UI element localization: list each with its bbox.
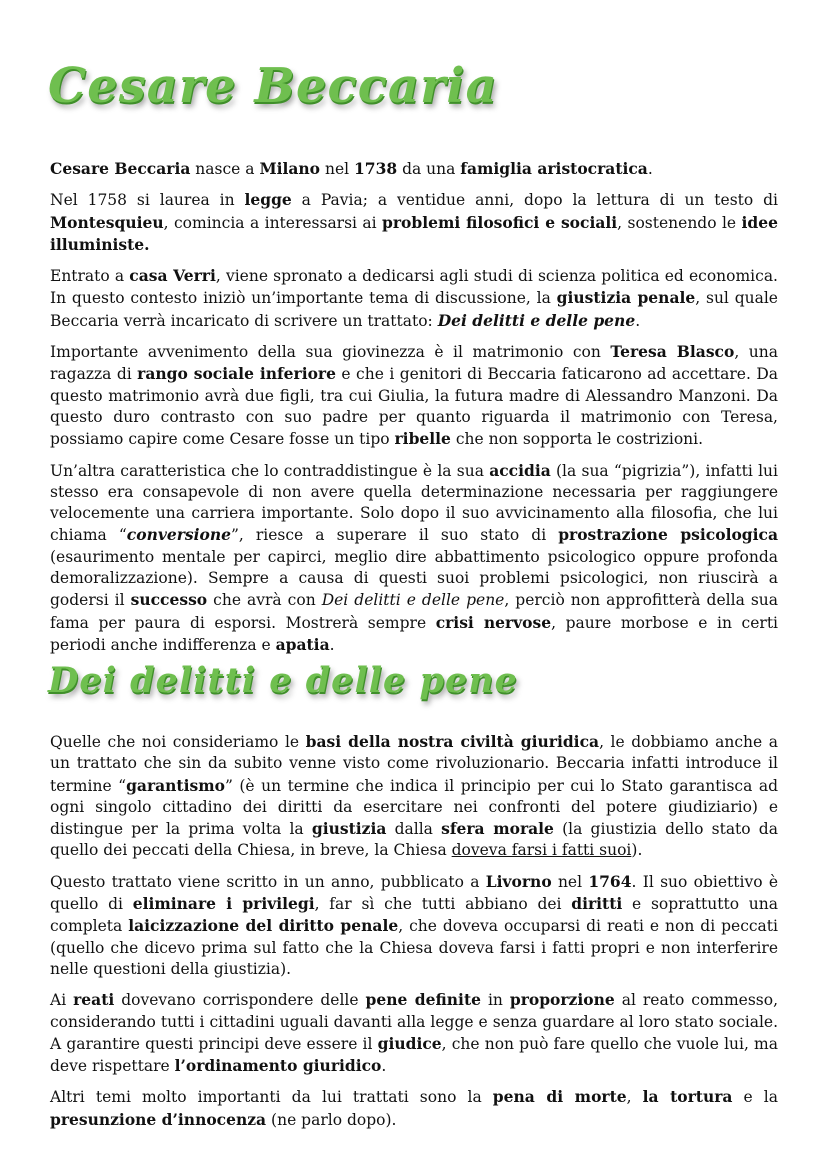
bold-text: giudice xyxy=(377,1033,442,1053)
text-run: a Pavia; a ventidue anni, dopo la lettura di un testo di xyxy=(291,191,778,210)
text-run: che avrà con xyxy=(207,591,322,610)
bold-text: idee illuministe. xyxy=(50,212,778,254)
text-run: Nel 1758 si laurea in xyxy=(50,191,245,210)
bold-text: l’ordinamento giuridico xyxy=(174,1056,382,1076)
bold-text: diritti xyxy=(571,894,623,914)
text-run: Importante avvenimento della sua giovinezza è il matrimonio con xyxy=(50,343,611,362)
text-run: (ne parlo dopo). xyxy=(266,1110,397,1129)
text-run: in xyxy=(480,991,510,1010)
bold-text: giustizia xyxy=(311,819,387,839)
text-run: che non sopporta le costrizioni. xyxy=(450,430,704,449)
text-run: Quelle che noi consideriamo le xyxy=(50,733,306,751)
bold-text: famiglia aristocratica xyxy=(460,159,648,178)
text-run: Entrato a xyxy=(50,267,130,286)
paragraph xyxy=(50,460,778,657)
text-run: (la sua “pigrizia”), infatti lui stesso era consapevole di non avere quella determinazione necessaria per raggiungere velocemente una carriera importante. Solo dopo il suo avvicinamento alla filosofia, che lui chiama “ xyxy=(50,461,778,545)
text-run: ”, riesce a superare il suo stato di xyxy=(230,526,559,545)
bold-text: crisi nervose xyxy=(435,612,552,632)
bold-text: 1738 xyxy=(354,159,398,178)
paragraph xyxy=(50,341,778,450)
bold-text: casa Verri xyxy=(129,266,216,286)
bold-text: Cesare Beccaria xyxy=(50,159,191,178)
text-run: , perciò non approfitterà della sua fama per paura di esporsi. Mostrerà sempre xyxy=(50,591,778,632)
text-run: e la xyxy=(732,1088,778,1107)
bold-text: laicizzazione del diritto penale xyxy=(128,916,399,936)
underlined-text: doveva farsi i fatti suoi xyxy=(451,841,632,860)
text-run: , che non può fare quello che vuole lui, ma deve rispettare xyxy=(50,1034,778,1076)
text-run: . xyxy=(329,635,335,654)
text-run: ” (è un termine che indica il principio per cui lo Stato garantisca ad ogni singolo cittadino dei diritti da esercitare nei confronti del potere giudiziario) e distingue per la prima volta la xyxy=(50,776,778,839)
bold-text: rango sociale inferiore xyxy=(137,364,336,384)
text-run: (esaurimento mentale per capirci, meglio dire abbattimento psicologico oppure profonda demoralizzazione). Sempre a causa di questi suoi problemi psicologici, non riuscirà a godersi il xyxy=(50,547,778,610)
paragraph xyxy=(50,1086,778,1131)
text-run: . xyxy=(381,1057,387,1076)
bold-text: Milano xyxy=(259,159,321,178)
text-run: Questo trattato viene scritto in un anno, pubblicato a xyxy=(50,872,486,891)
text-run: dovevano corrispondere delle xyxy=(114,991,366,1010)
bold-text: apatia xyxy=(275,634,330,654)
bold-italic-text: conversione xyxy=(126,525,231,545)
bold-text: legge xyxy=(244,190,292,210)
bold-text: proporzione xyxy=(509,990,615,1010)
text-run: ). xyxy=(631,841,643,860)
bold-text: sfera morale xyxy=(441,819,554,839)
bold-text: accidia xyxy=(489,460,551,480)
bold-text: basi della nostra civiltà giuridica xyxy=(305,732,600,751)
section-biography xyxy=(50,158,778,656)
section-treatise xyxy=(50,731,778,1131)
text-run: e soprattutto una completa xyxy=(50,895,779,936)
bold-text: eliminare i privilegi xyxy=(132,894,315,914)
paragraph xyxy=(50,265,778,332)
bold-text: prostrazione psicologica xyxy=(558,525,779,545)
paragraph xyxy=(50,158,778,180)
bold-text: pena di morte xyxy=(492,1087,627,1107)
bold-text: Teresa Blasco xyxy=(610,342,735,362)
text-run: e che i genitori di Beccaria faticarono ad accettare. Da questo matrimonio avrà due figli, tra cui Giulia, la futura madre di Alessandro Manzoni. Da questo duro contrasto con suo padre per quanto riguarda il matrimonio con Teresa, possiamo capire come Cesare fosse un tipo xyxy=(50,365,778,449)
bold-text: ribelle xyxy=(394,429,451,449)
text-run: . xyxy=(635,311,641,330)
text-run: Un’altra caratteristica che lo contraddistingue è la sua xyxy=(50,461,490,480)
bold-text: la tortura xyxy=(642,1087,733,1107)
bold-text: Livorno xyxy=(485,871,552,891)
bold-text: pene definite xyxy=(365,990,481,1010)
text-run: Altri temi molto importanti da lui trattati sono la xyxy=(50,1088,493,1107)
paragraph xyxy=(50,731,778,862)
text-run: , comincia a interessarsi ai xyxy=(163,213,383,232)
text-run: , paure morbose e in certi periodi anche indifferenza e xyxy=(50,613,778,654)
text-run: Ai xyxy=(50,991,74,1010)
text-run: nasce a xyxy=(190,160,260,178)
bold-text: problemi filosofici e sociali xyxy=(382,212,618,232)
text-run: . Il suo obiettivo è quello di xyxy=(50,872,779,914)
text-run: , sul quale Beccaria verrà incaricato di scrivere un trattato: xyxy=(50,289,778,330)
text-run: da una xyxy=(397,160,461,178)
text-run: al reato commesso, considerando tutti i cittadini uguali davanti alla legge e senza guardare al loro stato sociale. A garantire questi principi deve essere il xyxy=(50,991,779,1053)
bold-italic-text: Dei delitti e delle pene xyxy=(437,310,636,330)
text-run: . xyxy=(647,160,653,178)
bold-text: garantismo xyxy=(126,775,225,795)
paragraph xyxy=(50,189,778,256)
italic-text: Dei delitti e delle pene xyxy=(321,591,505,610)
text-run: , sostenendo le xyxy=(617,213,742,232)
bold-text: successo xyxy=(130,590,208,610)
text-run: , le dobbiamo anche a un trattato che sin da subito venne visto come rivoluzionario. Beccaria infatti introduce il termine “ xyxy=(50,733,778,795)
bold-text: Montesquieu xyxy=(50,212,164,232)
text-run: nel xyxy=(320,160,354,178)
paragraph xyxy=(50,989,778,1077)
paragraph xyxy=(50,871,778,980)
text-run: , viene spronato a dedicarsi agli studi di scienza politica ed economica. In questo contesto iniziò un’importante tema di discussione, la xyxy=(50,267,778,308)
text-run: , una ragazza di xyxy=(50,343,778,384)
text-run: dalla xyxy=(386,820,442,839)
bold-text: presunzione d’innocenza xyxy=(50,1109,267,1129)
text-run: , far sì che tutti abbiano dei xyxy=(314,895,572,914)
text-run: (la giustizia dello stato da quello dei peccati della Chiesa, in breve, la Chiesa xyxy=(50,820,778,860)
bold-text: giustizia penale xyxy=(556,288,696,308)
bold-text: 1764 xyxy=(588,871,632,891)
document-title: Cesare Beccaria xyxy=(48,58,498,114)
text-run: nel xyxy=(551,872,589,891)
section-heading: Dei delitti e delle pene xyxy=(48,660,518,701)
text-run: , xyxy=(626,1088,643,1107)
bold-text: reati xyxy=(73,990,115,1010)
text-run: , che doveva occuparsi di reati e non di peccati (quello che dicevo prima sul fatto che la Chiesa doveva farsi i fatti propri e non interferire nelle questioni della giustizia). xyxy=(50,917,778,978)
